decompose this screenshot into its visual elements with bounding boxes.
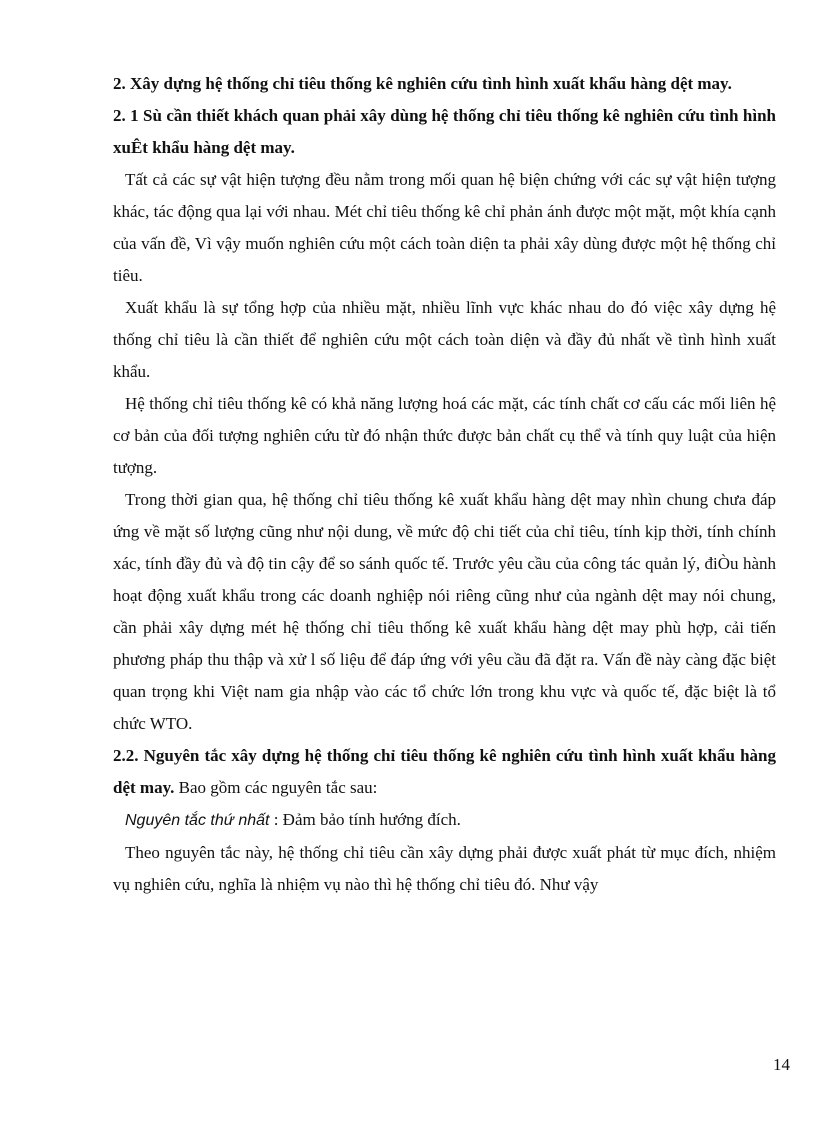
- paragraph-1: Tất cả các sự vật hiện tượng đều nằm trong mối quan hệ biện chứng với các sự vật hiện tượng khác, tác động qua lại với nhau. Mét chỉ tiêu thống kê chỉ phản ánh được một mặt, một khía cạnh của vấn đề, Vì vậy muốn nghiên cứu một cách toàn diện ta phải xây dùng được một hệ thống chỉ tiêu.: [113, 170, 776, 285]
- paragraph-5: Theo nguyên tắc này, hệ thống chỉ tiêu cần xây dựng phải được xuất phát từ mục đích, nhiệm vụ nghiên cứu, nghĩa là nhiệm vụ nào thì hệ thống chỉ tiêu đó. Như vậy: [113, 843, 776, 894]
- principle-1-label: Nguyên tắc thứ nhất: [125, 812, 270, 829]
- principle-1: [113, 804, 776, 837]
- paragraph-2: Xuất khẩu là sự tổng hợp của nhiều mặt, nhiều lĩnh vực khác nhau do đó việc xây dựng hệ thống chỉ tiêu là cần thiết để nghiên cứu một cách toàn diện và đầy đủ nhất về tình hình xuất khẩu.: [113, 298, 776, 381]
- section-2-2: [113, 740, 776, 804]
- document-body: [113, 68, 776, 901]
- paragraph-3: Hệ thống chỉ tiêu thống kê có khả năng lượng hoá các mặt, các tính chất cơ cấu các mối liên hệ cơ bản của đối tượng nghiên cứu từ đó nhận thức được bản chất cụ thể và tính quy luật của hiện tượng.: [113, 394, 776, 477]
- principle-1-text: : Đảm bảo tính hướng đích.: [269, 810, 461, 829]
- section-heading-2-1: 2. 1 Sù cần thiết khách quan phải xây dùng hệ thống chỉ tiêu thống kê nghiên cứu tình hình xuÊt khẩu hàng dệt may.: [113, 106, 776, 157]
- section-heading-2: 2. Xây dựng hệ thống chỉ tiêu thống kê nghiên cứu tình hình xuất khẩu hàng dệt may.: [113, 74, 732, 93]
- section-heading-2-2: 2.2. Nguyên tắc xây dựng hệ thống chỉ tiêu thống kê nghiên cứu tình hình xuất khẩu hàng dệt may.: [113, 746, 776, 797]
- page-number: 14: [773, 1055, 790, 1074]
- paragraph-4: Trong thời gian qua, hệ thống chỉ tiêu thống kê xuất khẩu hàng dệt may nhìn chung chưa đáp ứng về mặt số lượng cũng như nội dung, về mức độ chi tiết của chỉ tiêu, tính kịp thời, tính chính xác, tính đầy đủ và độ tin cậy để so sánh quốc tế. Trước yêu cầu của công tác quản lý, điÒu hành hoạt động xuất khẩu trong các doanh nghiệp nói riêng cũng như của ngành dệt may nói chung, cần phải xây dựng mét hệ thống chỉ tiêu thống kê xuất khẩu hàng dệt may phù hợp, cải tiến phương pháp thu thập và xử l số liệu để đáp ứng với yêu cầu đã đặt ra. Vấn đề này càng đặc biệt quan trọng khi Việt nam gia nhập vào các tổ chức lớn trong khu vực và quốc tế, đặc biệt là tổ chức WTO.: [113, 490, 776, 733]
- section-2-2-intro: Bao gồm các nguyên tắc sau:: [174, 778, 378, 797]
